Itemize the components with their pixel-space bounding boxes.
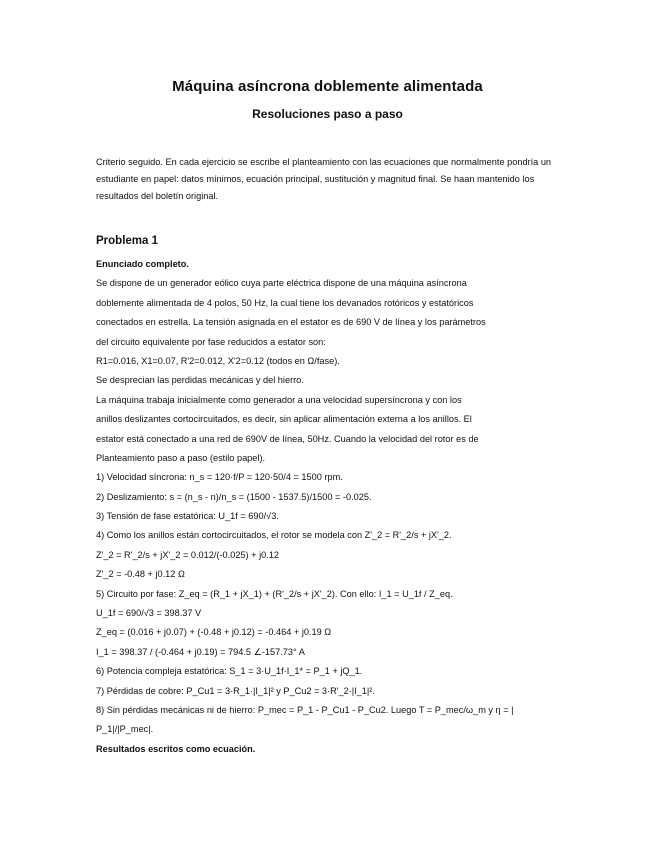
- problem-heading: Problema 1: [96, 235, 158, 247]
- text-line: conectados en estrella. La tensión asignada en el estator es de 690 V de línea y los parámetros: [96, 317, 486, 328]
- equation-line: Z'_2 = R'_2/s + jX'_2 = 0.012/(-0.025) + j0.12: [96, 549, 280, 560]
- equation-line: U_1f = 690/√3 = 398.37 V: [96, 608, 202, 619]
- equation-line: I_1 = 398.37 / (-0.464 + j0.19) = 794.5 ∠-157.73° A: [96, 646, 305, 657]
- text-line: La máquina trabaja inicialmente como generador a una velocidad supersíncrona y con los: [96, 394, 462, 405]
- step-line: 8) Sin pérdidas mecánicas ni de hierro: P_mec = P_1 - P_Cu1 - P_Cu2. Luego T = P_mec/ω_m y η = |: [96, 704, 514, 715]
- text-line: estator está conectado a una red de 690V de línea, 50Hz. Cuando la velocidad del rotor es de: [96, 433, 479, 444]
- problem-content: [96, 255, 566, 759]
- equation-line: Z_eq = (0.016 + j0.07) + (-0.48 + j0.12) = -0.464 + j0.19 Ω: [96, 627, 332, 638]
- results-label: Resultados escritos como ecuación.: [96, 743, 256, 754]
- step-line: 2) Deslizamiento: s = (n_s - n)/n_s = (1500 - 1537.5)/1500 = -0.025.: [96, 491, 372, 502]
- intro-text: Criterio seguido. En cada ejercicio se escribe el planteamiento con las ecuaciones que normalmente pondría un estudiante en papel: datos mínimos, ecuación principal, sustitución y magnitud final. Se haan mantenido los resultados del boletín original.: [96, 157, 552, 201]
- text-line: del circuito equivalente por fase reducidos a estator son:: [96, 336, 326, 347]
- text-line: Se dispone de un generador eólico cuya parte eléctrica dispone de una máquina asíncrona: [96, 278, 467, 289]
- document-subtitle: Resoluciones paso a paso: [252, 107, 403, 121]
- step-line: 4) Como los anillos están cortocircuitados, el rotor se modela con Z'_2 = R'_2/s + jX'_2.: [96, 530, 452, 541]
- enunciado-label: Enunciado completo.: [96, 259, 189, 269]
- document-title: Máquina asíncrona doblemente alimentada: [172, 78, 483, 95]
- text-line: doblemente alimentada de 4 polos, 50 Hz, la cual tiene los devanados rotóricos y estatóricos: [96, 297, 474, 308]
- step-line: 1) Velocidad síncrona: n_s = 120·f/P = 120·50/4 = 1500 rpm.: [96, 472, 343, 483]
- text-line: anillos deslizantes cortocircuitados, es decir, sin aplicar alimentación externa a los anillos. El: [96, 414, 472, 425]
- equation-line: Z'_2 = -0.48 + j0.12 Ω: [96, 569, 185, 580]
- step-line: 6) Potencia compleja estatórica: S_1 = 3·U_1f·I_1* = P_1 + jQ_1.: [96, 666, 363, 677]
- text-line: Se desprecian las perdidas mecánicas y del hierro.: [96, 375, 304, 386]
- text-line: R1=0.016, X1=0.07, R'2=0.012, X'2=0.12 (todos en Ω/fase).: [96, 355, 340, 366]
- step-line: 7) Pérdidas de cobre: P_Cu1 = 3·R_1·|I_1|² y P_Cu2 = 3·R'_2·|I_1|².: [96, 685, 375, 696]
- step-line: 5) Circuito por fase: Z_eq = (R_1 + jX_1) + (R'_2/s + jX'_2). Con ello: I_1 = U_1f / Z_eq.: [96, 588, 453, 599]
- text-line: Planteamiento paso a paso (estilo papel).: [96, 452, 266, 463]
- step-line: 3) Tensión de fase estatórica: U_1f = 690/√3.: [96, 511, 279, 522]
- intro-paragraph: [96, 154, 566, 204]
- step-line: P_1|/|P_mec|.: [96, 724, 154, 735]
